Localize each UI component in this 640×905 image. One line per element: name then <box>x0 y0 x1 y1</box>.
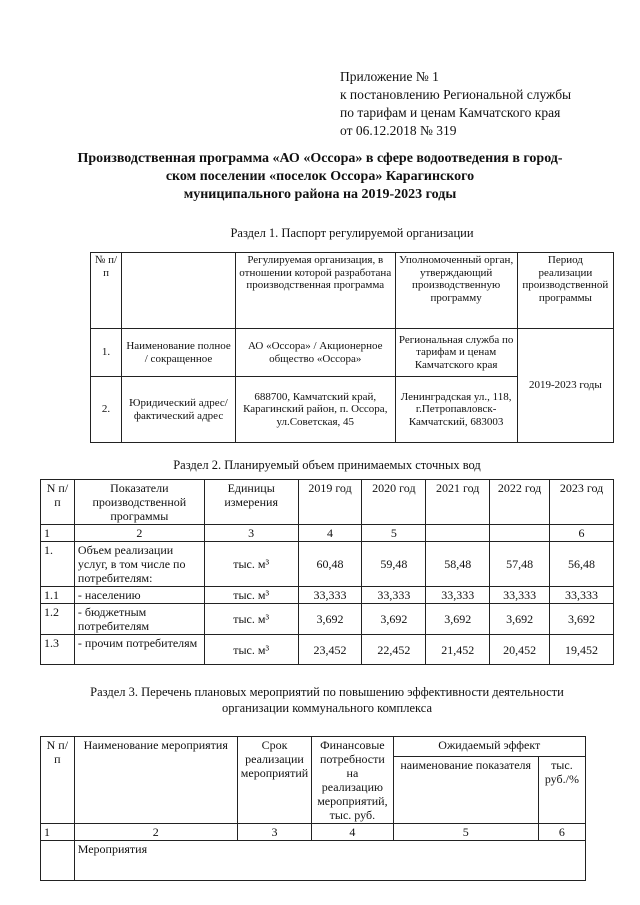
value-2023: 3,692 <box>550 604 614 635</box>
header-value: тыс. руб./% <box>538 756 585 823</box>
approval-line: к постановлению Региональной службы <box>340 87 572 102</box>
row-label: - прочим потребителям <box>74 635 204 665</box>
value-2020: 33,333 <box>362 587 426 604</box>
colnum: 2 <box>74 525 204 542</box>
value-2020: 59,48 <box>362 542 426 587</box>
document-title <box>40 150 600 204</box>
measures-table <box>40 736 586 881</box>
row-unit: тыс. м³ <box>204 635 298 665</box>
wastewater-volume-table <box>40 479 614 665</box>
header-2022: 2022 год <box>490 480 550 525</box>
section2-heading: Раздел 2. Планируемый объем принимаемых сточных вод <box>173 458 481 472</box>
value-2021: 21,452 <box>426 635 490 665</box>
organization-passport-table <box>90 252 614 443</box>
row-num: 1.2 <box>41 604 75 635</box>
approval-line: по тарифам и ценам Камчатского края <box>340 105 561 120</box>
section3-heading-line: Раздел 3. Перечень плановых мероприятий по повышению эффективности деятельности <box>90 685 564 699</box>
title-line: муниципального района на 2019-2023 годы <box>183 187 457 202</box>
section3-heading-line: организации коммунального комплекса <box>221 701 433 715</box>
value-2023: 56,48 <box>550 542 614 587</box>
row-unit: тыс. м³ <box>204 587 298 604</box>
value-2021: 3,692 <box>426 604 490 635</box>
header-org: Регулируемая организация, в отношении которой разработана производственная программа <box>236 253 396 329</box>
header-2020: 2020 год <box>362 480 426 525</box>
row-num: 1.3 <box>41 635 75 665</box>
value-2020: 3,692 <box>362 604 426 635</box>
colnum <box>426 525 490 542</box>
header-num: N п/п <box>41 480 75 525</box>
authority-address: Ленинградская ул., 118, г.Петропавловск-Камчатский, 683003 <box>395 377 517 443</box>
approval-line: от 06.12.2018 № 319 <box>340 123 457 138</box>
value-2021: 33,333 <box>426 587 490 604</box>
colnum: 3 <box>204 525 298 542</box>
colnum: 2 <box>74 824 237 841</box>
colnum <box>490 525 550 542</box>
row-unit: тыс. м³ <box>204 542 298 587</box>
value-2019: 23,452 <box>298 635 362 665</box>
header-num: № п/п <box>91 253 122 329</box>
header-indicator: Показатели производственной программы <box>74 480 204 525</box>
row-label: Объем реализации услуг, в том числе по потребителям: <box>74 542 204 587</box>
header-finance: Финансовые потребности на реализацию мероприятий, тыс. руб. <box>312 737 393 824</box>
row-label: Юридический адрес/фактический адрес <box>122 377 236 443</box>
header-measure-name: Наименование мероприятия <box>74 737 237 824</box>
period-value: 2019-2023 годы <box>517 329 613 443</box>
row-label: - населению <box>74 587 204 604</box>
header-2019: 2019 год <box>298 480 362 525</box>
value-2022: 33,333 <box>490 587 550 604</box>
value-2023: 19,452 <box>550 635 614 665</box>
row-num: 2. <box>91 377 122 443</box>
value-2021: 58,48 <box>426 542 490 587</box>
row-num: 1. <box>91 329 122 377</box>
colnum: 4 <box>312 824 393 841</box>
value-2022: 57,48 <box>490 542 550 587</box>
value-2019: 3,692 <box>298 604 362 635</box>
header-expected-effect: Ожидаемый эффект <box>393 737 585 757</box>
value-2019: 60,48 <box>298 542 362 587</box>
colnum: 5 <box>393 824 538 841</box>
header-blank <box>122 253 236 329</box>
colnum: 1 <box>41 824 75 841</box>
org-address: 688700, Камчатский край, Карагинский район, п. Оссора, ул.Советская, 45 <box>236 377 396 443</box>
approval-line: Приложение № 1 <box>340 69 439 84</box>
header-authority: Уполномоченный орган, утверждающий производственную программу <box>395 253 517 329</box>
colnum: 5 <box>362 525 426 542</box>
header-2023: 2023 год <box>550 480 614 525</box>
header-indicator-name: наименование показателя <box>393 756 538 823</box>
header-2021: 2021 год <box>426 480 490 525</box>
section1-heading: Раздел 1. Паспорт регулируемой организации <box>230 226 474 240</box>
org-name: АО «Оссора» / Акционерное общество «Оссора» <box>236 329 396 377</box>
authority-name: Региональная служба по тарифам и ценам Камчатского края <box>395 329 517 377</box>
colnum: 3 <box>237 824 311 841</box>
approval-block <box>340 68 630 140</box>
value-2022: 20,452 <box>490 635 550 665</box>
value-2020: 22,452 <box>362 635 426 665</box>
row-num: 1. <box>41 542 75 587</box>
value-2022: 3,692 <box>490 604 550 635</box>
header-unit: Единицы измерения <box>204 480 298 525</box>
header-num: N п/п <box>41 737 75 824</box>
title-line: Производственная программа «АО «Оссора» в сфере водоотведения в город- <box>77 151 563 166</box>
title-line: ском поселении «поселок Оссора» Карагинского <box>165 169 475 184</box>
colnum: 1 <box>41 525 75 542</box>
colnum: 6 <box>538 824 585 841</box>
colnum: 4 <box>298 525 362 542</box>
row-num: 1.1 <box>41 587 75 604</box>
section3-heading <box>40 684 614 716</box>
colnum: 6 <box>550 525 614 542</box>
header-period: Период реализации производственной программы <box>517 253 613 329</box>
header-term: Срок реализации мероприятий <box>237 737 311 824</box>
row-label: Наименование полное / сокращенное <box>122 329 236 377</box>
measures-row-label: Мероприятия <box>74 841 585 881</box>
value-2023: 33,333 <box>550 587 614 604</box>
empty-cell <box>41 841 75 881</box>
value-2019: 33,333 <box>298 587 362 604</box>
row-label: - бюджетным потребителям <box>74 604 204 635</box>
row-unit: тыс. м³ <box>204 604 298 635</box>
